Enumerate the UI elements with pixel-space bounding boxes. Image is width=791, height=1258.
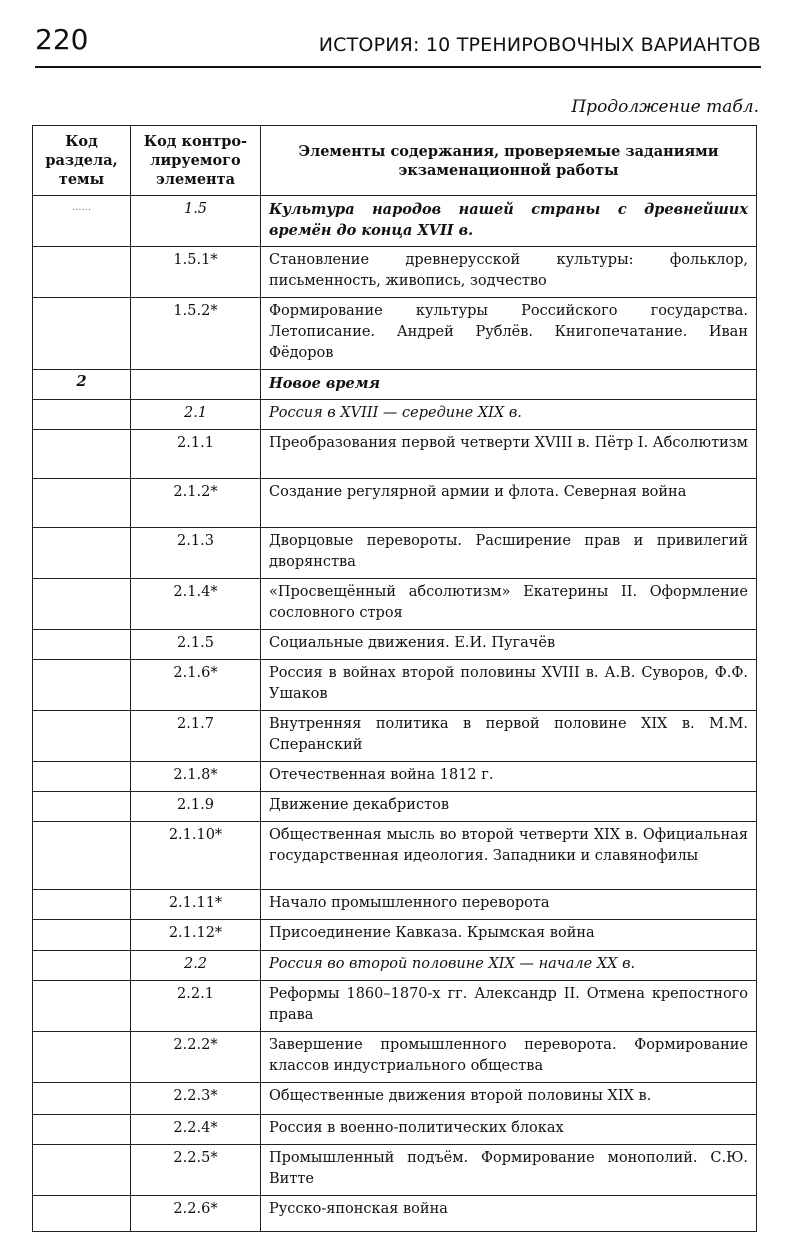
table-row bbox=[33, 1032, 757, 1083]
content-element-cell: Общественные движения второй половины XIX в. bbox=[261, 1083, 757, 1115]
content-element-cell: Внутренняя политика в первой половине XIX в. М.М. Сперанский bbox=[261, 711, 757, 762]
content-element-cell: Создание регулярной армии и флота. Северная война bbox=[261, 479, 757, 528]
section-code-cell bbox=[33, 920, 131, 951]
content-element-cell: Социальные движения. Е.И. Пугачёв bbox=[261, 630, 757, 660]
table-header-row bbox=[33, 126, 757, 196]
content-element-cell: Россия в военно-политических блоках bbox=[261, 1115, 757, 1145]
table-row bbox=[33, 981, 757, 1032]
content-element-cell: Промышленный подъём. Формирование монополий. С.Ю. Витте bbox=[261, 1145, 757, 1196]
section-code-cell bbox=[33, 430, 131, 479]
table-row bbox=[33, 1196, 757, 1232]
header-rule bbox=[35, 66, 761, 68]
table-row bbox=[33, 528, 757, 579]
element-code-cell: 2.2 bbox=[131, 951, 261, 981]
table-row bbox=[33, 792, 757, 822]
section-code-cell bbox=[33, 1196, 131, 1232]
section-code-cell bbox=[33, 951, 131, 981]
section-code-cell bbox=[33, 247, 131, 298]
table-row bbox=[33, 890, 757, 920]
element-code-cell: 1.5.2* bbox=[131, 298, 261, 370]
element-code-cell: 2.1 bbox=[131, 400, 261, 430]
section-code-cell bbox=[33, 1145, 131, 1196]
element-code-cell: 2.1.12* bbox=[131, 920, 261, 951]
section-code-cell bbox=[33, 792, 131, 822]
section-code-cell bbox=[33, 579, 131, 630]
section-code-cell bbox=[33, 1083, 131, 1115]
content-element-cell: Формирование культуры Российского государства. Летописание. Андрей Рублёв. Книгопечатание. Иван Фёдоров bbox=[261, 298, 757, 370]
element-code-cell: 2.1.8* bbox=[131, 762, 261, 792]
table-row bbox=[33, 400, 757, 430]
section-code-cell bbox=[33, 298, 131, 370]
section-code-cell bbox=[33, 1115, 131, 1145]
section-code-cell: 2 bbox=[33, 370, 131, 400]
content-element-cell: Движение декабристов bbox=[261, 792, 757, 822]
element-code-cell: 2.2.1 bbox=[131, 981, 261, 1032]
table-row bbox=[33, 711, 757, 762]
table-continuation-label: Продолжение табл. bbox=[571, 97, 759, 117]
content-element-cell: Россия в XVIII — середине XIX в. bbox=[261, 400, 757, 430]
section-code-cell bbox=[33, 822, 131, 890]
section-code-cell bbox=[33, 528, 131, 579]
element-code-cell: 2.1.3 bbox=[131, 528, 261, 579]
element-code-cell: 2.1.2* bbox=[131, 479, 261, 528]
element-code-cell: 1.5 bbox=[131, 196, 261, 247]
content-element-cell: Отечественная война 1812 г. bbox=[261, 762, 757, 792]
element-code-cell: 2.2.4* bbox=[131, 1115, 261, 1145]
element-code-cell: 2.2.5* bbox=[131, 1145, 261, 1196]
table-row bbox=[33, 298, 757, 370]
element-code-cell: 1.5.1* bbox=[131, 247, 261, 298]
section-code-cell bbox=[33, 660, 131, 711]
element-code-cell: 2.1.1 bbox=[131, 430, 261, 479]
content-element-cell: Культура народов нашей страны с древнейших времён до конца XVII в. bbox=[261, 196, 757, 247]
section-code-cell bbox=[33, 890, 131, 920]
element-code-cell: 2.2.3* bbox=[131, 1083, 261, 1115]
content-element-cell: Россия во второй половине XIX — начале XX в. bbox=[261, 951, 757, 981]
page-number: 220 bbox=[35, 23, 89, 56]
element-code-cell: 2.1.9 bbox=[131, 792, 261, 822]
running-head: ИСТОРИЯ: 10 ТРЕНИРОВОЧНЫХ ВАРИАНТОВ bbox=[318, 34, 761, 56]
section-code-cell bbox=[33, 1032, 131, 1083]
section-code-cell bbox=[33, 479, 131, 528]
section-code-cell bbox=[33, 981, 131, 1032]
content-element-cell: Присоединение Кавказа. Крымская война bbox=[261, 920, 757, 951]
table-row bbox=[33, 247, 757, 298]
section-code-cell bbox=[33, 630, 131, 660]
table-row bbox=[33, 822, 757, 890]
table-row bbox=[33, 1145, 757, 1196]
content-element-cell: Россия в войнах второй половины XVIII в. А.В. Суворов, Ф.Ф. Ушаков bbox=[261, 660, 757, 711]
content-element-cell: Русско-японская война bbox=[261, 1196, 757, 1232]
table-body bbox=[33, 196, 757, 1232]
table-row bbox=[33, 370, 757, 400]
section-code-cell: ...... bbox=[33, 196, 131, 247]
table-row bbox=[33, 196, 757, 247]
header-content-elements: Элементы содержания, проверяемые заданиями экзаменационной работы bbox=[261, 126, 757, 196]
content-element-cell: Общественная мысль во второй четверти XIX в. Официальная государственная идеология. Западники и славянофилы bbox=[261, 822, 757, 890]
element-code-cell: 2.2.6* bbox=[131, 1196, 261, 1232]
table-row bbox=[33, 1115, 757, 1145]
element-code-cell: 2.1.5 bbox=[131, 630, 261, 660]
content-element-cell: «Просвещённый абсолютизм» Екатерины II. Оформление сословного строя bbox=[261, 579, 757, 630]
content-element-cell: Новое время bbox=[261, 370, 757, 400]
section-code-cell bbox=[33, 400, 131, 430]
element-code-cell: 2.2.2* bbox=[131, 1032, 261, 1083]
element-code-cell bbox=[131, 370, 261, 400]
content-element-cell: Начало промышленного переворота bbox=[261, 890, 757, 920]
content-element-cell: Дворцовые перевороты. Расширение прав и привилегий дворянства bbox=[261, 528, 757, 579]
header-section-code: Код раздела, темы bbox=[33, 126, 131, 196]
table-row bbox=[33, 579, 757, 630]
header-element-code: Код контро- лируемого элемента bbox=[131, 126, 261, 196]
section-code-cell bbox=[33, 711, 131, 762]
content-element-cell: Реформы 1860–1870-х гг. Александр II. Отмена крепостного права bbox=[261, 981, 757, 1032]
content-element-cell: Становление древнерусской культуры: фольклор, письменность, живопись, зодчество bbox=[261, 247, 757, 298]
content-element-cell: Завершение промышленного переворота. Формирование классов индустриального общества bbox=[261, 1032, 757, 1083]
element-code-cell: 2.1.4* bbox=[131, 579, 261, 630]
table-row bbox=[33, 920, 757, 951]
table-row bbox=[33, 660, 757, 711]
table-row bbox=[33, 762, 757, 792]
section-code-cell bbox=[33, 762, 131, 792]
element-code-cell: 2.1.6* bbox=[131, 660, 261, 711]
content-element-cell: Преобразования первой четверти XVIII в. Пётр I. Абсолютизм bbox=[261, 430, 757, 479]
table-row bbox=[33, 479, 757, 528]
table-row bbox=[33, 951, 757, 981]
element-code-cell: 2.1.7 bbox=[131, 711, 261, 762]
element-code-cell: 2.1.10* bbox=[131, 822, 261, 890]
table-row bbox=[33, 630, 757, 660]
table-row bbox=[33, 430, 757, 479]
element-code-cell: 2.1.11* bbox=[131, 890, 261, 920]
content-elements-table bbox=[32, 125, 757, 1232]
table-row bbox=[33, 1083, 757, 1115]
